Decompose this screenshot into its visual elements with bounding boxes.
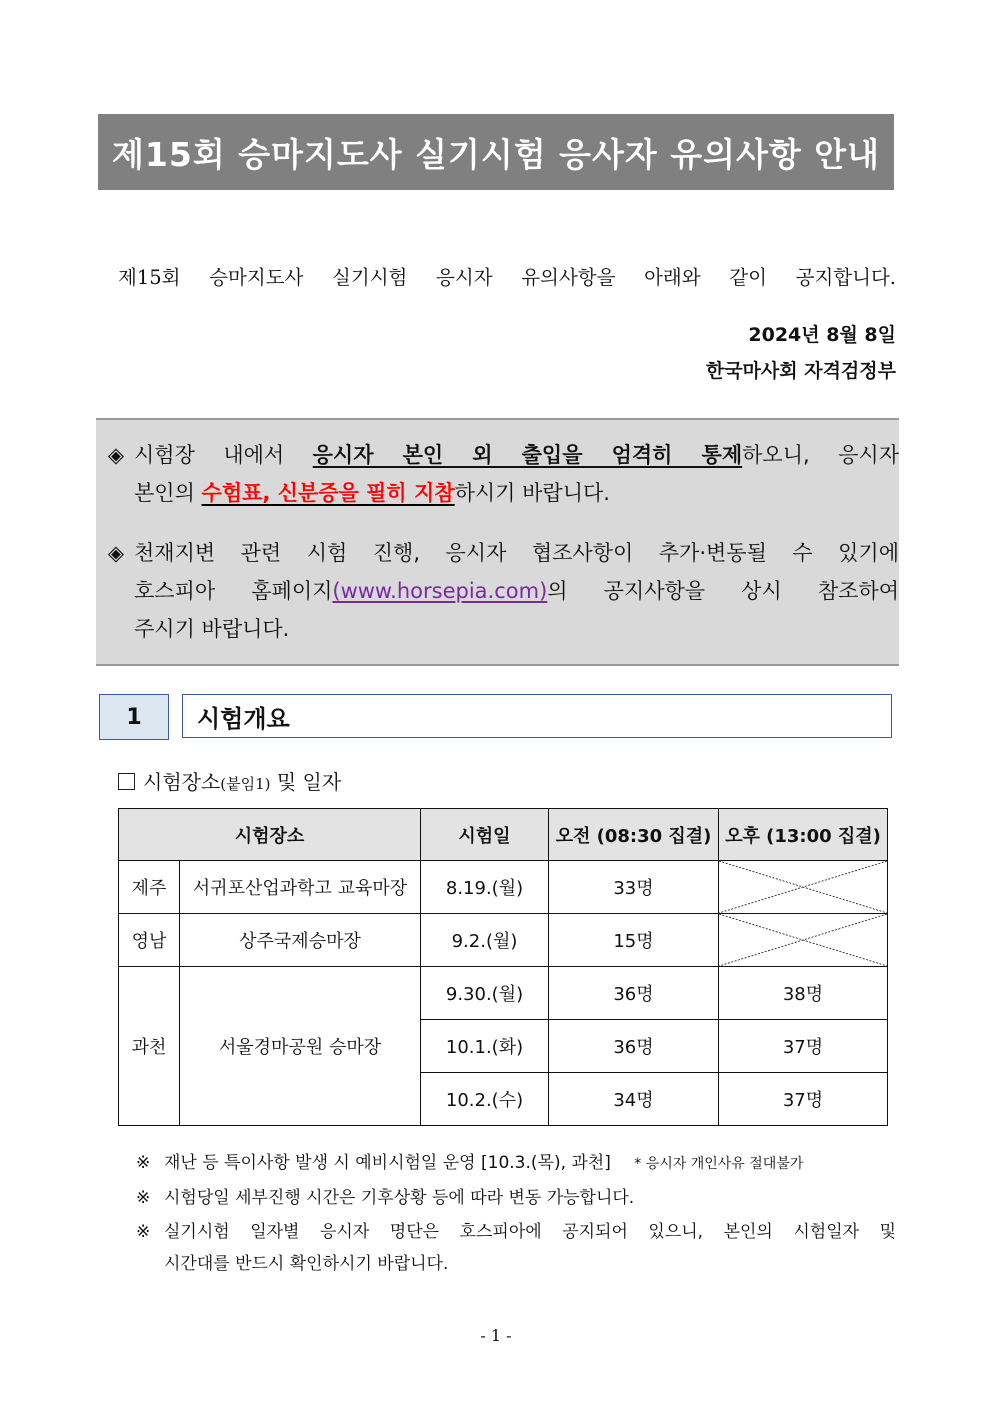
pm-count-cell: 37명 <box>719 1073 888 1126</box>
subheading-small: (붙임1) <box>220 775 271 793</box>
region-cell: 영남 <box>119 914 180 967</box>
note-2-text: 시험당일 세부진행 시간은 기후상황 등에 따라 변동 가능합니다. <box>164 1188 635 1208</box>
horsepia-link[interactable]: (www.horsepia.com) <box>332 579 548 603</box>
pm-count-cell: 38명 <box>719 967 888 1020</box>
intro-text: 제15회 승마지도사 실기시험 응시자 유의사항을 아래와 같이 공지합니다. <box>118 266 896 289</box>
note-1-text: 재난 등 특이사항 발생 시 예비시험일 운영 [10.3.(목), 과천] <box>164 1153 611 1173</box>
table-row <box>119 861 888 914</box>
section-title: 시험개요 <box>182 694 892 738</box>
header-pm: 오후 (13:00 집결) <box>719 809 888 861</box>
pm-not-available-cell <box>719 861 888 914</box>
header-date: 시험일 <box>421 809 549 861</box>
note-2 <box>136 1183 896 1208</box>
schedule-table <box>118 808 888 1126</box>
issuing-org: 한국마사회 자격검정부 <box>705 360 896 382</box>
cross-out-icon <box>719 861 887 913</box>
subheading-rest: 및 일자 <box>270 770 342 794</box>
note-1-small: * 응시자 개인사유 절대불가 <box>634 1156 804 1172</box>
note-3-line2: 시간대를 반드시 확인하시기 바랍니다. <box>164 1254 449 1274</box>
notice-2-text: 호스피아 홈페이지 <box>134 579 333 603</box>
pm-count-cell: 37명 <box>719 1020 888 1073</box>
note-3 <box>136 1216 896 1280</box>
am-count-cell: 15명 <box>549 914 719 967</box>
header-venue: 시험장소 <box>119 809 421 861</box>
am-count-cell: 36명 <box>549 967 719 1020</box>
venue-cell: 상주국제승마장 <box>180 914 421 967</box>
date-cell: 10.1.(화) <box>421 1020 549 1073</box>
notice-box <box>96 418 899 666</box>
note-3-line1: 실기시험 일자별 응시자 명단은 호스피아에 공지되어 있으니, 본인의 시험일자 및 <box>164 1222 896 1242</box>
table-row <box>119 914 888 967</box>
reference-mark-icon: ※ <box>136 1222 151 1242</box>
cross-out-icon <box>719 914 887 966</box>
page-number: - 1 - <box>480 1326 512 1345</box>
notice-2-line3: 주시기 바랍니다. <box>134 617 290 641</box>
reference-mark-icon: ※ <box>136 1188 151 1208</box>
notice-2-text-cont: 의 공지사항을 상시 참조하여 <box>547 579 899 603</box>
region-cell: 과천 <box>119 967 180 1126</box>
notice-1-text-cont: 하오니, 응시자 <box>742 443 899 467</box>
notice-1-text-end: 하시기 바랍니다. <box>454 481 610 505</box>
diamond-bullet-icon: ◈ <box>107 541 125 565</box>
notice-item-1 <box>96 436 899 512</box>
notice-1-required-items: 수험표, 신분증을 필히 지참 <box>201 481 455 505</box>
date-cell: 9.2.(월) <box>421 914 549 967</box>
notice-item-2 <box>96 534 899 648</box>
date-cell: 10.2.(수) <box>421 1073 549 1126</box>
subheading-label: 시험장소 <box>143 770 221 794</box>
notice-1-emphasis: 응시자 본인 외 출입을 엄격히 통제 <box>312 443 743 467</box>
region-cell: 제주 <box>119 861 180 914</box>
header-am: 오전 (08:30 집결) <box>549 809 719 861</box>
notice-date: 2024년 8월 8일 <box>748 324 896 346</box>
date-cell: 8.19.(월) <box>421 861 549 914</box>
table-row <box>119 967 888 1020</box>
notice-1-text-line2: 본인의 <box>134 481 202 505</box>
date-cell: 9.30.(월) <box>421 967 549 1020</box>
section-number: 1 <box>99 694 169 740</box>
reference-mark-icon: ※ <box>136 1153 151 1173</box>
notice-2-line1: 천재지변 관련 시험 진행, 응시자 협조사항이 추가·변동될 수 있기에 <box>134 541 899 565</box>
checkbox-square-icon <box>118 773 135 790</box>
pm-not-available-cell <box>719 914 888 967</box>
am-count-cell: 36명 <box>549 1020 719 1073</box>
table-header-row <box>119 809 888 861</box>
venue-cell: 서울경마공원 승마장 <box>180 967 421 1126</box>
notice-1-text: 시험장 내에서 <box>134 443 313 467</box>
am-count-cell: 33명 <box>549 861 719 914</box>
venue-cell: 서귀포산업과학고 교육마장 <box>180 861 421 914</box>
note-1 <box>136 1148 896 1173</box>
subheading <box>118 766 341 795</box>
am-count-cell: 34명 <box>549 1073 719 1126</box>
document-title: 제15회 승마지도사 실기시험 응사자 유의사항 안내 <box>98 114 894 190</box>
diamond-bullet-icon: ◈ <box>107 443 125 467</box>
